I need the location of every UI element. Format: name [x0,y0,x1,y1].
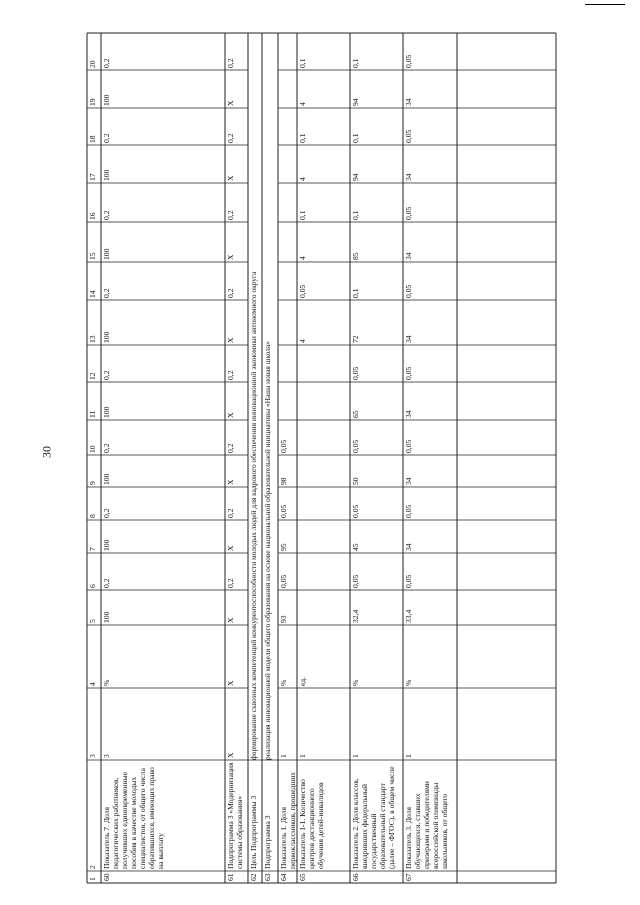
row-number: 63 [263,873,272,881]
table-cell: 95 [279,543,288,551]
table-cell: 100 [102,248,111,260]
table-cell: 0,2 [226,133,235,143]
row-label: Цель Подпрограммы 3 [249,795,258,869]
table-cell: 0,05 [298,284,307,298]
table-cell: 100 [102,169,111,181]
table-cell: 85 [351,252,360,260]
table-cell: 32,4 [351,609,360,623]
row-label: Подпрограмма 3 [263,815,272,869]
table-cell: 0,05 [404,574,413,588]
column-header: 4 [88,682,97,686]
row-number: 61 [226,873,235,881]
table-cell: 4 [298,256,307,260]
table-cell: 0,1 [351,210,360,220]
table-cell [278,33,297,70]
table-cell: 33,4 [404,609,413,623]
table-cell: 0,2 [226,210,235,220]
table-cell [297,590,350,625]
table-cell [278,262,297,300]
table-cell: 50 [351,477,360,485]
table-cell: 0,05 [279,504,288,518]
table-cell: 4 [298,177,307,181]
table-cell: 0,05 [351,504,360,518]
table-cell: 93 [279,615,288,623]
table-cell: 94 [351,173,360,181]
table-cell [278,145,297,183]
table-cell: 0,2 [226,288,235,298]
table-cell: 100 [102,539,111,551]
column-header: 10 [88,445,97,453]
table-cell: Х [226,545,235,551]
table-cell [278,345,297,382]
table-cell: Х [226,100,235,106]
table-cell: 98 [279,477,288,485]
table-cell: Х [226,337,235,343]
column-header: 17 [88,173,97,181]
table-cell: 1 [404,754,413,758]
table-cell: 34 [404,173,413,181]
column-header: 14 [88,290,97,298]
table-cell: ед. [298,676,307,686]
table-cell: 0,05 [404,54,413,68]
table-cell: 0,2 [102,133,111,143]
table-cell [297,553,350,590]
table-cell [297,382,350,420]
table-cell: 34 [404,543,413,551]
table-cell: 65 [351,410,360,418]
table-cell [297,455,350,487]
table-cell: 4 [298,102,307,106]
table-cell: 0,05 [404,206,413,220]
column-header: 9 [88,481,97,485]
table-cell: 0,2 [102,210,111,220]
table-cell: 0,05 [404,129,413,143]
table-cell: 0,2 [226,58,235,68]
table-cell: 0,05 [404,439,413,453]
table-cell: 0,2 [102,58,111,68]
row-number: 62 [249,873,258,881]
row-label: Показатель 7. Доля педагогических работников, получивших единовременные пособия в качестве молодых специалистов, от общего числа обратившихся, имеющих право на выплату [102,767,165,869]
table-cell: 0,05 [279,439,288,453]
table-cell: 100 [102,331,111,343]
column-header: 16 [88,212,97,220]
table-cell: 34 [404,98,413,106]
table-cell: 0,2 [102,508,111,518]
table-cell: Х [226,617,235,623]
column-header: 11 [88,410,97,418]
table-cell: Х [226,752,235,758]
table-cell: 0,1 [298,133,307,143]
column-header: 19 [88,98,97,106]
table-cell: 72 [351,335,360,343]
table-cell: 0,05 [404,284,413,298]
table-cell: 0,05 [351,439,360,453]
table-cell: 100 [102,406,111,418]
table-cell: Х [226,412,235,418]
span-text: реализация инновационной модели общего образования на основе национальной образовательной инициативы «Наша новая школа» [263,341,272,760]
table-cell: 34 [404,410,413,418]
table-cell: % [351,679,360,686]
table-cell: Х [226,254,235,260]
row-number: 65 [298,873,307,881]
table-cell: 1 [279,754,288,758]
table-cell: 100 [102,473,111,485]
table-cell: % [404,679,413,686]
row-label: Показатель 1. Доля первоклассников, прошедших [279,771,297,869]
column-header: 1 [88,877,97,881]
table-cell: 0,1 [351,133,360,143]
table-cell: 1 [298,754,307,758]
table-cell [278,70,297,108]
table-cell: 100 [102,611,111,623]
table-cell: 1 [351,754,360,758]
column-header: 20 [88,60,97,68]
table-cell: Х [226,479,235,485]
column-header: 15 [88,252,97,260]
table-cell [278,108,297,145]
table-cell [278,382,297,420]
table-cell: 0,2 [102,370,111,380]
table-cell: 0,05 [404,366,413,380]
table-cell: 94 [351,98,360,106]
row-number: 67 [404,873,413,881]
page-number: 30 [39,446,54,458]
table-cell: 34 [404,477,413,485]
table-cell: 0,05 [279,574,288,588]
table-cell: 34 [404,252,413,260]
table-cell [297,345,350,382]
table-cell: 0,2 [226,508,235,518]
column-header: 8 [88,514,97,518]
table-cell: 0,05 [404,504,413,518]
table-cell: 3 [102,754,111,758]
column-header: 5 [88,619,97,623]
row-number: 66 [351,873,360,881]
column-header: 6 [88,584,97,588]
table-cell: 45 [351,543,360,551]
column-header: 2 [88,865,97,869]
column-header: 3 [88,754,97,758]
table-cell: 0,2 [226,578,235,588]
table-cell: 0,2 [226,443,235,453]
table-cell: 100 [102,94,111,106]
table-cell [297,487,350,520]
table-cell: 4 [298,339,307,343]
column-header: 13 [88,335,97,343]
column-header: 7 [88,547,97,551]
table-cell: 0,05 [351,366,360,380]
row-number: 60 [102,873,111,881]
table-cell: 34 [404,335,413,343]
column-header: 18 [88,135,97,143]
table-cell: 0,05 [351,574,360,588]
column-header: 12 [88,372,97,380]
table-cell [297,520,350,553]
table-cell: 0,1 [351,288,360,298]
table-cell [278,300,297,345]
row-label: Показатель 1-1. Количество центров дистанционного обучения детей-инвалидов [298,779,325,869]
table-cell: 0,2 [102,443,111,453]
table-cell: Х [226,175,235,181]
row-label: Подпрограмма 3 «Модернизация системы образования» [226,762,244,869]
table-cell: 0,2 [102,288,111,298]
table-cell [297,420,350,455]
table-cell: Х [226,680,235,686]
table-cell: % [279,679,288,686]
table-cell: 0,2 [226,370,235,380]
table-cell: % [102,679,111,686]
row-label: Показатель 2. Доля классов, внедривших федеральный государственный образовательный стандарт (далее – ФГОС), в общем числе [351,766,396,869]
table-cell: 0,1 [298,58,307,68]
row-number: 64 [279,873,288,881]
row-label: Показатель 3. Доля обучающихся, ставших призерами и победителями всероссийской олимпиады школьников, от общего [404,781,449,869]
table-cell [278,222,297,262]
table-cell: 0,1 [298,210,307,220]
table-cell: 0,1 [351,58,360,68]
table-cell [278,183,297,222]
span-text: формирование сквозных компетенций конкурентоспособности молодых людей для кадрового обеспечения инновационной экономики автономного округа [249,271,258,760]
table-cell: 0,2 [102,578,111,588]
